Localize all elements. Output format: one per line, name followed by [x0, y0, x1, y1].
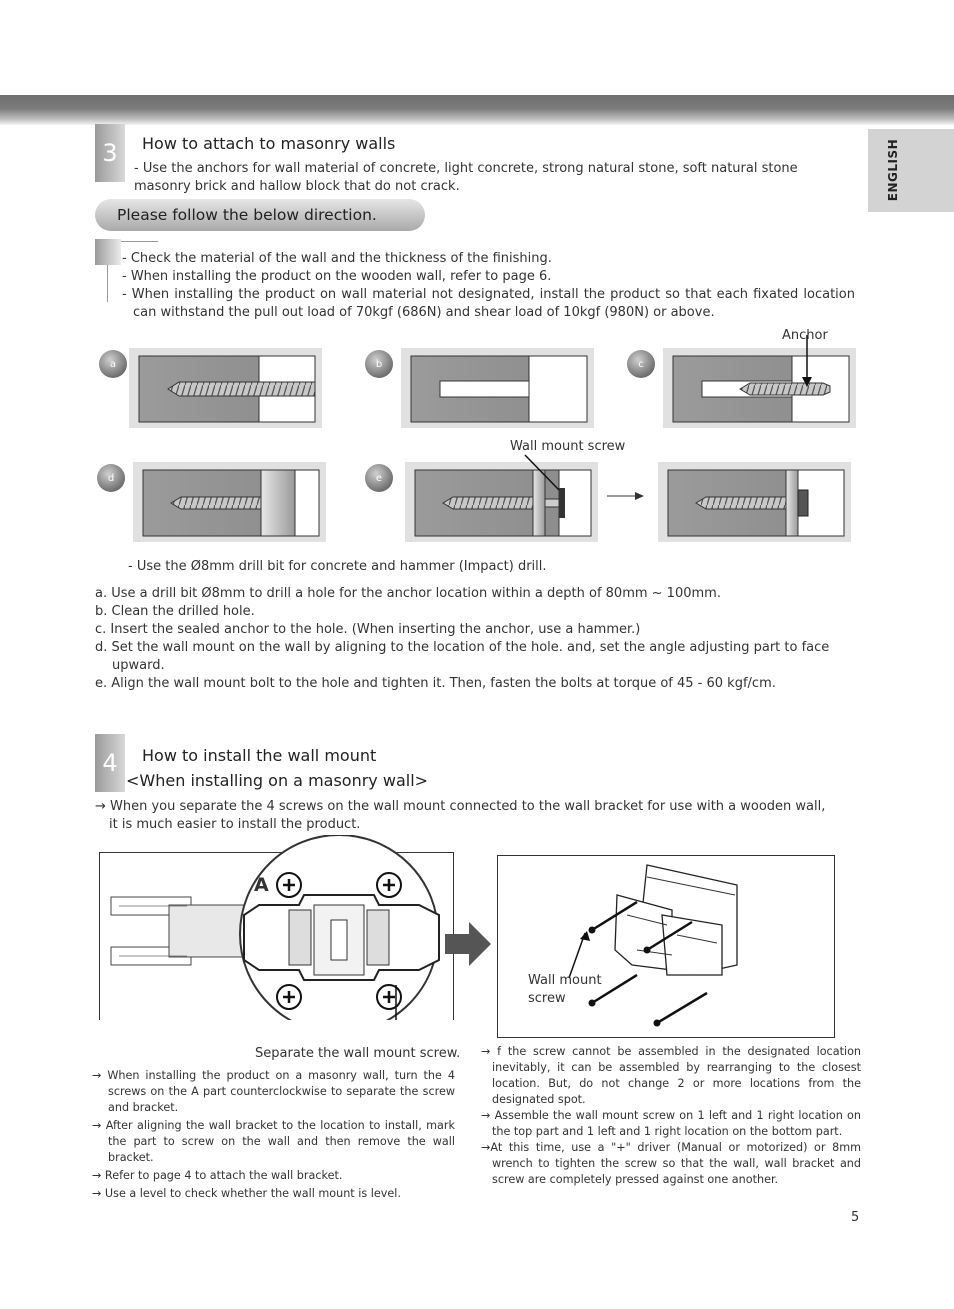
badge-label: b	[375, 358, 383, 370]
note-marker	[95, 239, 121, 265]
header-bar	[0, 95, 954, 125]
page-number: 5	[851, 1210, 860, 1225]
step-3-box	[95, 124, 125, 182]
diagram-e-final	[658, 462, 851, 542]
note-line	[121, 241, 158, 242]
right-note: → f the screw cannot be assembled in the designated location inevitably, it can be assembled by rearranging to the closest location. But, do not change 2 or more locations from the designated spot.	[481, 1045, 861, 1106]
step-item: c. Insert the sealed anchor to the hole. (When inserting the anchor, use a hammer.)	[95, 622, 641, 637]
drill-note: - Use the Ø8mm drill bit for concrete and hammer (Impact) drill.	[128, 559, 547, 574]
left-notes-list	[92, 1068, 455, 1202]
step-item: d. Set the wall mount on the wall by aligning to the location of the hole. and, set the angle adjusting part to face upward.	[95, 640, 830, 673]
step-3-number: 3	[102, 139, 118, 167]
badge-label: d	[107, 472, 115, 484]
section-3-title: How to attach to masonry walls	[142, 134, 396, 153]
step-4-number: 4	[102, 749, 118, 777]
diagram-e	[405, 455, 598, 542]
right-notes-list	[481, 1044, 861, 1188]
left-note: → Use a level to check whether the wall mount is level.	[92, 1187, 401, 1200]
diagram-c	[663, 335, 856, 428]
left-note: → After aligning the wall bracket to the location to install, mark the part to screw on the wall and then remove the wall bracket.	[92, 1119, 455, 1164]
step-badge-e	[365, 464, 393, 492]
step-4-box	[95, 734, 125, 792]
left-note: → When installing the product on a masonry wall, turn the 4 screws on the A part counterclockwise to separate the screw and bracket.	[92, 1069, 455, 1114]
part-a-label: A	[254, 874, 269, 896]
diagram-a	[129, 348, 322, 428]
left-note: → Refer to page 4 to attach the wall bracket.	[92, 1169, 343, 1182]
steps-list	[95, 585, 855, 693]
step-badge-a	[99, 350, 127, 378]
section-3-intro: - Use the anchors for wall material of concrete, light concrete, strong natural stone, soft natural stone masonry brick and hallow block that do not crack.	[134, 161, 798, 194]
note-item: - When installing the product on wall material not designated, install the product so that each fixated location can withstand the pull out load of 70kgf (686N) and shear load of 10kgf (980N) or above.	[122, 287, 855, 320]
note-item: - When installing the product on the wooden wall, refer to page 6.	[122, 269, 552, 284]
label-anchor: Anchor	[782, 328, 828, 343]
badge-label: a	[109, 358, 117, 370]
section-4-subtitle: <When installing on a masonry wall>	[126, 771, 429, 790]
label-wall-mount-screw: Wall mount screw	[510, 439, 626, 454]
wall-mount-screws-illustration	[99, 835, 454, 1020]
step-badge-d	[97, 464, 125, 492]
section-4-title: How to install the wall mount	[142, 746, 377, 765]
badge-label: e	[375, 472, 383, 484]
step-badge-b	[365, 350, 393, 378]
diagram-d	[133, 462, 326, 542]
step-badge-c	[627, 350, 655, 378]
next-arrow-icon	[445, 922, 493, 966]
notes-list	[122, 250, 855, 322]
bracket-assembly-illustration	[497, 855, 837, 1039]
caption-separate-screw: Separate the wall mount screw.	[255, 1046, 461, 1061]
section-4-intro: → When you separate the 4 screws on the wall mount connected to the wall bracket for use with a wooden wall, it is much easier to install the product.	[95, 799, 826, 832]
note-line-vertical	[107, 265, 108, 302]
language-tab-label: ENGLISH	[886, 138, 901, 202]
step-item: a. Use a drill bit Ø8mm to drill a hole for the anchor location within a depth of 80mm ~ 100mm.	[95, 586, 721, 601]
diagram-b	[401, 348, 594, 428]
right-note: → Assemble the wall mount screw on 1 left and 1 right location on the top part and 1 left and 1 right location on the bottom part.	[481, 1109, 861, 1138]
step-item: b. Clean the drilled hole.	[95, 604, 255, 619]
label-wall-mount-screw-right: Wall mount screw	[528, 973, 602, 1006]
note-item: - Check the material of the wall and the thickness of the finishing.	[122, 251, 552, 266]
direction-pill	[95, 199, 425, 231]
language-tab	[868, 129, 954, 212]
direction-label: Please follow the below direction.	[117, 206, 377, 224]
right-note: →At this time, use a "+" driver (Manual or motorized) or 8mm wrench to tighten the screw so that the wall, wall bracket and screw are completely pressed against one another.	[481, 1141, 861, 1186]
step-item: e. Align the wall mount bolt to the hole and tighten it. Then, fasten the bolts at torque of 45 - 60 kgf/cm.	[95, 676, 776, 691]
anchor-steps-diagram	[95, 325, 865, 550]
badge-label: c	[638, 358, 644, 370]
